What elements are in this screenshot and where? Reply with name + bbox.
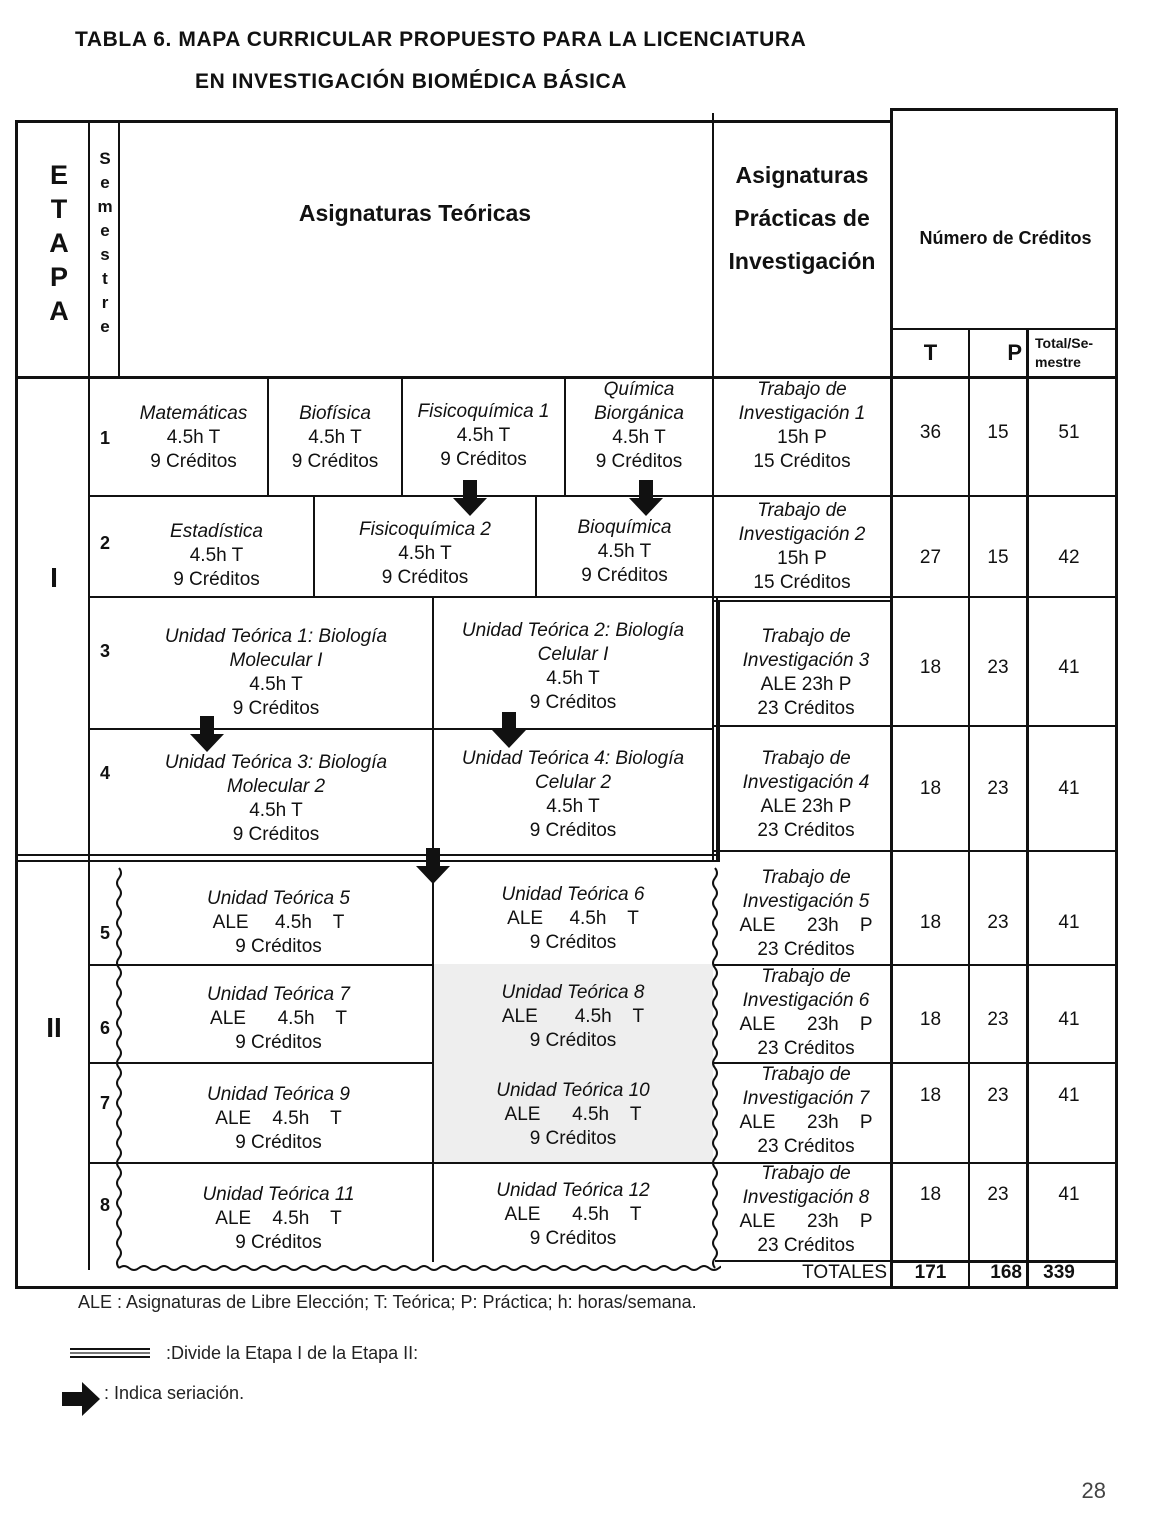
- totals-label: TOTALES: [802, 1262, 887, 1283]
- col-total-header: Total/Se- mestre: [1035, 335, 1094, 370]
- credits-total: 41: [1058, 1184, 1080, 1205]
- etapa-ii-label: II: [46, 1012, 62, 1043]
- subject-cell: Matemáticas 4.5h T 9 Créditos: [139, 403, 248, 472]
- subject-cell: Unidad Teórica 9 ALE 4.5h T 9 Créditos: [207, 1084, 350, 1153]
- arrow-down-icon: [453, 480, 487, 516]
- col-p-header: P: [1007, 340, 1022, 365]
- creditos-header: Número de Créditos: [919, 228, 1092, 248]
- credits-p: 23: [987, 912, 1009, 933]
- practica-cell: Trabajo de Investigación 1 15h P 15 Créditos: [738, 379, 866, 472]
- credits-total: 41: [1058, 912, 1080, 933]
- subject-cell: Unidad Teórica 2: Biología Celular I 4.5h T 9 Créditos: [461, 620, 685, 713]
- arrow-down-icon: [492, 712, 526, 748]
- credits-p: 23: [987, 778, 1009, 799]
- col-t-header: T: [923, 340, 938, 365]
- credits-t: 18: [919, 1009, 942, 1030]
- table-title-line1: TABLA 6. MAPA CURRICULAR PROPUESTO PARA LA LICENCIATURA: [75, 28, 807, 51]
- semestre-header: S e m e s t r e: [97, 149, 113, 336]
- curricular-table: [15, 108, 1118, 1288]
- semester-number: 5: [99, 922, 110, 943]
- totals-p: 168: [990, 1262, 1022, 1283]
- subject-cell: Fisicoquímica 1 4.5h T 9 Créditos: [417, 401, 550, 470]
- practica-cell: Trabajo de Investigación 5 ALE 23h P 23 Créditos: [739, 867, 873, 960]
- credits-p: 23: [987, 1184, 1009, 1205]
- credits-t: 18: [919, 778, 942, 799]
- credits-total: 41: [1058, 778, 1080, 799]
- semester-number: 1: [99, 427, 110, 448]
- credits-t: 18: [919, 657, 942, 678]
- practica-cell: Trabajo de Investigación 2 15h P 15 Créditos: [738, 500, 866, 593]
- semester-number: 4: [99, 762, 110, 783]
- semester-number: 8: [99, 1194, 110, 1215]
- page-number: 28: [1081, 1478, 1106, 1503]
- arrow-right-icon: [62, 1382, 100, 1416]
- subject-cell: Unidad Teórica 3: Biología Molecular 2 4.5h T 9 Créditos: [164, 752, 388, 845]
- credits-t: 18: [919, 912, 942, 933]
- semester-number: 2: [99, 532, 110, 553]
- subject-cell: Biofísica 4.5h T 9 Créditos: [291, 403, 379, 472]
- subject-cell: Unidad Teórica 4: Biología Celular 2 4.5h T 9 Créditos: [461, 748, 685, 841]
- practica-cell: Trabajo de Investigación 6 ALE 23h P 23 Créditos: [739, 966, 873, 1059]
- credits-total: 41: [1058, 1085, 1080, 1106]
- credits-p: 23: [987, 1009, 1009, 1030]
- credits-total: 41: [1058, 1009, 1080, 1030]
- subject-cell: Estadística 4.5h T 9 Créditos: [170, 521, 263, 590]
- legend-divider: :Divide la Etapa I de la Etapa II:: [166, 1343, 419, 1363]
- arrow-down-icon: [416, 848, 450, 884]
- subject-cell: Fisicoquímica 2 4.5h T 9 Créditos: [359, 519, 491, 588]
- subject-cell: Bioquímica 4.5h T 9 Créditos: [577, 517, 672, 586]
- credits-p: 15: [987, 547, 1009, 568]
- semester-number: 3: [99, 640, 110, 661]
- credits-p: 15: [987, 422, 1009, 443]
- credits-t: 18: [919, 1184, 942, 1205]
- practicas-header: Asignaturas Prácticas de Investigación: [728, 161, 876, 274]
- legend-arrow: : Indica seriación.: [104, 1383, 245, 1403]
- semester-number: 7: [99, 1092, 110, 1113]
- teoricas-header: Asignaturas Teóricas: [298, 200, 532, 226]
- practica-cell: Trabajo de Investigación 3 ALE 23h P 23 Créditos: [742, 626, 870, 719]
- credits-p: 23: [987, 1085, 1009, 1106]
- credits-total: 51: [1058, 422, 1080, 443]
- credits-total: 42: [1058, 547, 1080, 568]
- divider-legend-icon: [70, 1346, 152, 1360]
- practica-cell: Trabajo de Investigación 8 ALE 23h P 23 Créditos: [739, 1163, 873, 1256]
- subject-cell: Unidad Teórica 8 ALE 4.5h T 9 Créditos: [501, 982, 645, 1051]
- semester-number: 6: [99, 1017, 110, 1038]
- credits-t: 36: [919, 422, 942, 443]
- arrow-down-icon: [629, 480, 663, 516]
- subject-cell: Unidad Teórica 11 ALE 4.5h T 9 Créditos: [202, 1184, 355, 1253]
- arrow-down-icon: [190, 716, 224, 752]
- subject-cell: Química Biorgánica 4.5h T 9 Créditos: [594, 379, 684, 472]
- etapa-header: E T A P A: [49, 160, 69, 326]
- table-title-line2: EN INVESTIGACIÓN BIOMÉDICA BÁSICA: [195, 70, 628, 93]
- practica-cell: Trabajo de Investigación 4 ALE 23h P 23 Créditos: [742, 748, 870, 841]
- credits-p: 23: [987, 657, 1009, 678]
- subject-cell: Unidad Teórica 12 ALE 4.5h T 9 Créditos: [496, 1180, 650, 1249]
- subject-cell: Unidad Teórica 5 ALE 4.5h T 9 Créditos: [207, 888, 350, 957]
- subject-cell: Unidad Teórica 7 ALE 4.5h T 9 Créditos: [207, 984, 350, 1053]
- credits-t: 18: [919, 1085, 942, 1106]
- credits-t: 27: [919, 547, 942, 568]
- totals-total: 339: [1043, 1262, 1075, 1283]
- etapa-i-label: I: [50, 562, 58, 593]
- subject-cell: Unidad Teórica 10 ALE 4.5h T 9 Créditos: [496, 1080, 650, 1149]
- practica-cell: Trabajo de Investigación 7 ALE 23h P 23 Créditos: [739, 1064, 873, 1157]
- subject-cell: Unidad Teórica 6 ALE 4.5h T 9 Créditos: [501, 884, 645, 953]
- subject-cell: Unidad Teórica 1: Biología Molecular I 4.5h T 9 Créditos: [164, 626, 388, 719]
- totals-t: 171: [914, 1262, 947, 1283]
- credits-total: 41: [1058, 657, 1080, 678]
- legend-abbreviations: ALE : Asignaturas de Libre Elección; T: Teórica; P: Práctica; h: horas/semana.: [78, 1292, 697, 1312]
